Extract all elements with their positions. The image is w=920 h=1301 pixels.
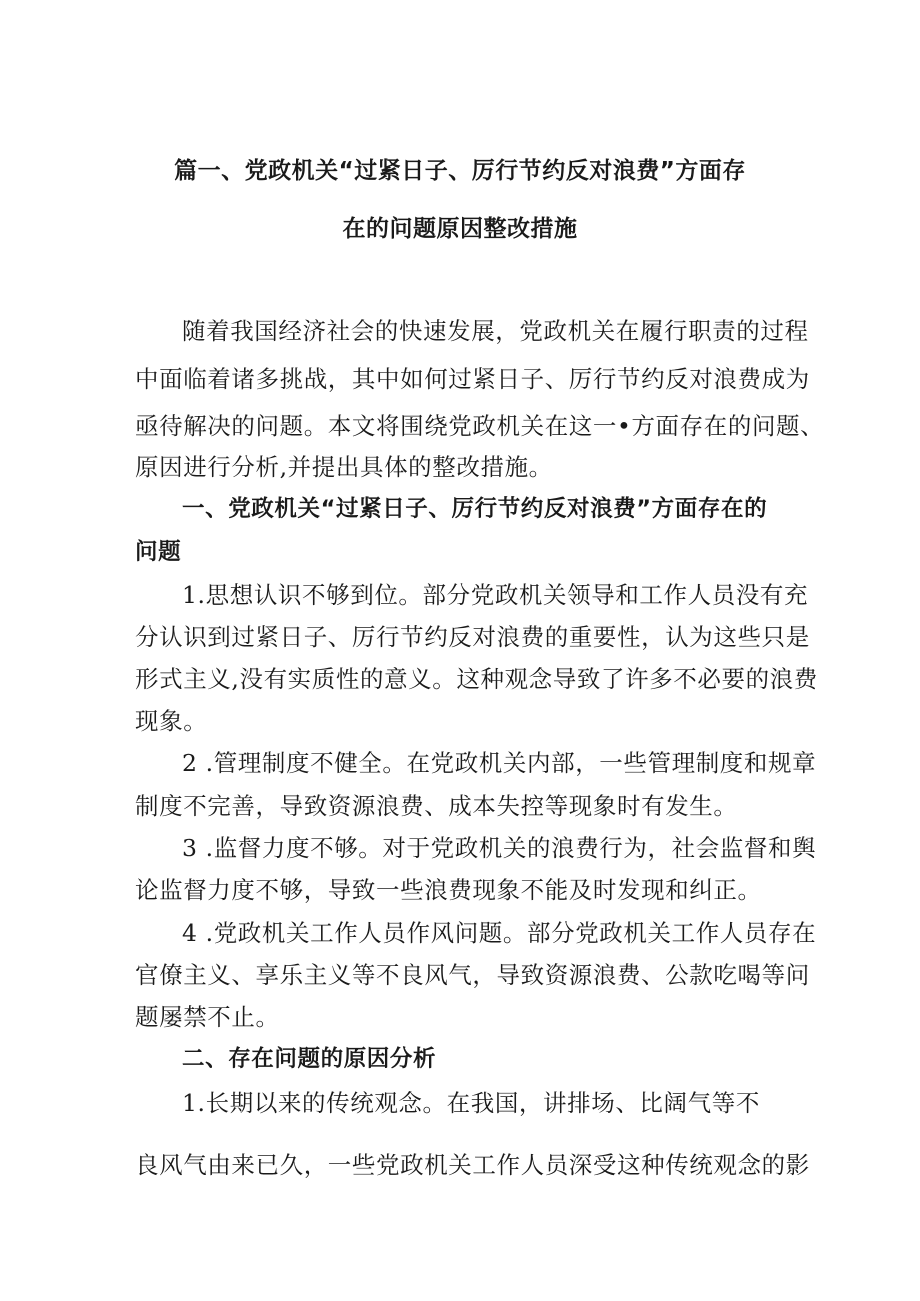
intro-paragraph-line: 随着我国经济社会的快速发展，党政机关在履行职责的过程 [182, 317, 809, 345]
list-item-line: 3 .监督力度不够。对于党政机关的浪费行为，社会监督和舆 [182, 834, 817, 862]
list-item-line: 良风气由来已久，一些党政机关工作人员深受这种传统观念的影 [135, 1151, 810, 1179]
list-item-line: 题屡禁不止。 [135, 1003, 280, 1031]
list-item-line: 现象。 [135, 707, 208, 735]
list-item-line: 分认识到过紧日子、厉行节约反对浪费的重要性，认为这些只是 [135, 623, 810, 651]
list-item-line: 1.思想认识不够到位。部分党政机关领导和工作人员没有充 [182, 581, 809, 609]
list-item-line: 4 .党政机关工作人员作风问题。部分党政机关工作人员存在 [182, 919, 817, 947]
section-heading-2: 二、存在问题的原因分析 [182, 1046, 437, 1072]
list-item-line: 官僚主义、享乐主义等不良风气，导致资源浪费、公款吃喝等问 [135, 961, 810, 989]
document-title-line-2: 在的问题原因整改措施 [342, 216, 578, 242]
intro-paragraph-line: 中面临着诸多挑战，其中如何过紧日子、厉行节约反对浪费成为 [135, 365, 810, 393]
list-item-line: 形式主义,没有实质性的意义。这种观念导致了许多不必要的浪费 [135, 665, 818, 693]
section-heading-1-cont: 问题 [135, 539, 182, 565]
document-title-line-1: 篇一、党政机关“过紧日子、厉行节约反对浪费”方面存 [174, 158, 746, 184]
list-item-line: 论监督力度不够，导致一些浪费现象不能及时发现和纠正。 [135, 876, 762, 904]
list-item-line: 2 .管理制度不健全。在党政机关内部，一些管理制度和规章 [182, 749, 817, 777]
intro-paragraph-line: 亟待解决的问题。本文将围绕党政机关在这一•方面存在的问题、 [135, 412, 825, 440]
section-heading-1: 一、党政机关“过紧日子、厉行节约反对浪费”方面存在的 [182, 496, 768, 522]
list-item-line: 制度不完善，导致资源浪费、成本失控等现象时有发生。 [135, 792, 738, 820]
intro-paragraph-line: 原因进行分析,并提出具体的整改措施。 [135, 453, 553, 481]
list-item-line: 1.长期以来的传统观念。在我国，讲排场、比阔气等不 [182, 1089, 760, 1117]
